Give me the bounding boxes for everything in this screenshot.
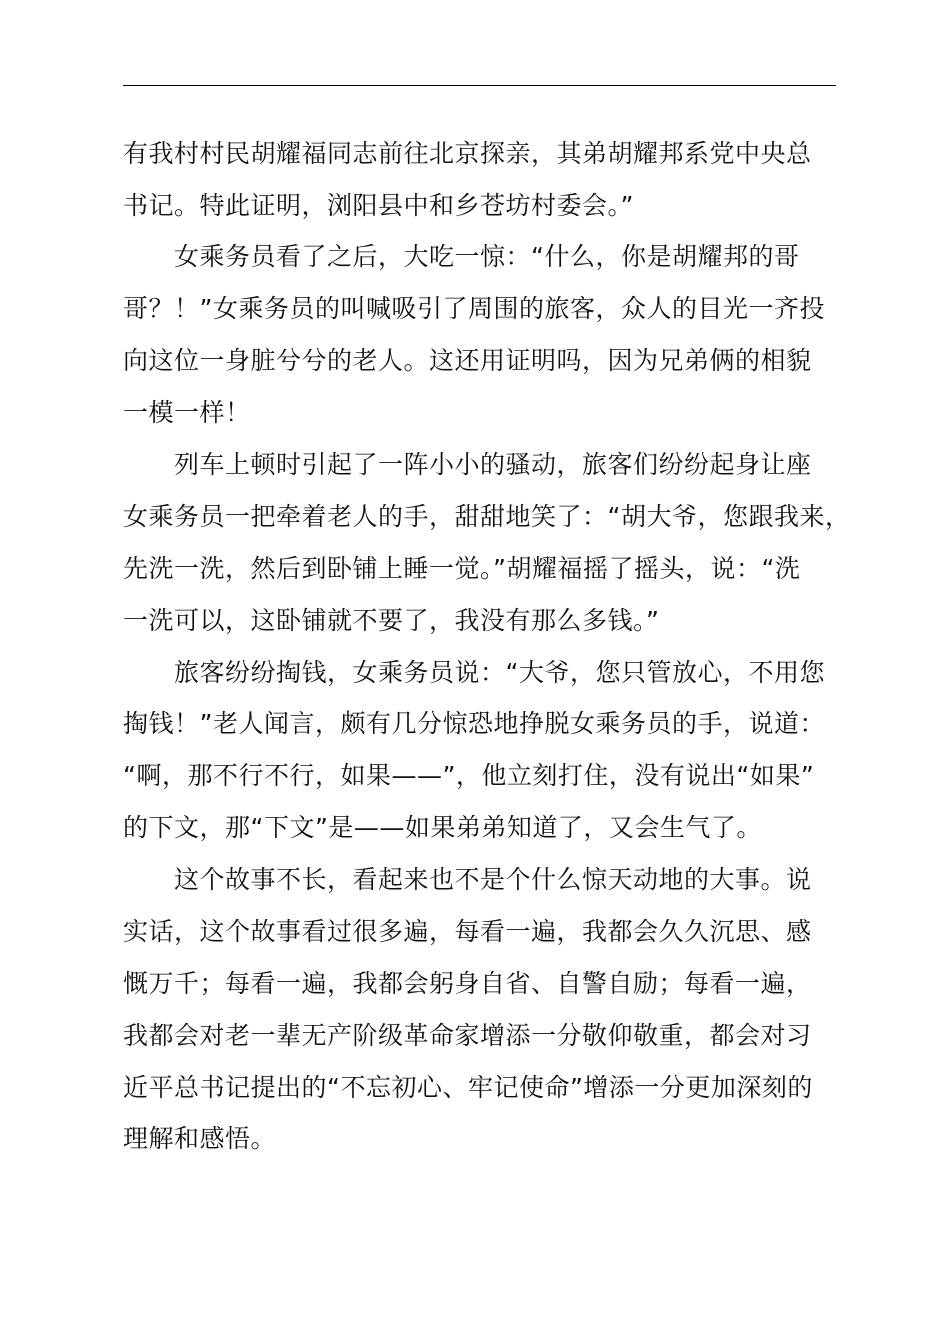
paragraph-start-line: 旅客纷纷掏钱，女乘务员说：“大爷，您只管放心，不用您 [174,658,825,687]
text-line: 女乘务员一把牵着老人的手，甜甜地笑了：“胡大爷，您跟我来， [123,502,851,531]
text-line: 哥？！”女乘务员的叫喊吸引了周围的旅客，众人的目光一齐投 [123,294,825,323]
text-line: 向这位一身脏兮兮的老人。这还用证明吗，因为兄弟俩的相貌 [123,346,812,375]
text-line: 一洗可以，这卧铺就不要了，我没有那么多钱。” [123,606,660,635]
text-line: 一模一样！ [123,398,251,427]
text-line: 书记。特此证明，浏阳县中和乡苍坊村委会。” [123,191,634,220]
text-line: 掏钱！”老人闻言，颇有几分惊恐地挣脱女乘务员的手，说道： [123,709,825,738]
paragraph-start-line: 这个故事不长，看起来也不是个什么惊天动地的大事。说 [174,865,812,894]
text-line: 的下文，那“下文”是——如果弟弟知道了，又会生气了。 [123,813,762,842]
paragraph-start-line: 列车上顿时引起了一阵小小的骚动，旅客们纷纷起身让座 [174,450,812,479]
header-rule [123,85,836,86]
text-line: 我都会对老一辈无产阶级革命家增添一分敬仰敬重，都会对习 [123,1021,812,1050]
text-line: 慨万千；每看一遍，我都会躬身自省、自警自励；每看一遍， [123,969,812,998]
text-line: 先洗一洗，然后到卧铺上睡一觉。”胡耀福摇了摇头，说：“洗 [123,554,801,583]
text-line: 实话，这个故事看过很多遍，每看一遍，我都会久久沉思、感 [123,917,812,946]
text-line: 有我村村民胡耀福同志前往北京探亲，其弟胡耀邦系党中央总 [123,139,812,168]
paragraph-start-line: 女乘务员看了之后，大吃一惊：“什么，你是胡耀邦的哥 [174,242,800,271]
text-line: 近平总书记提出的“不忘初心、牢记使命”增添一分更加深刻的 [123,1073,813,1102]
text-line: “啊，那不行不行，如果——”，他立刻打住，没有说出“如果” [123,761,815,790]
text-line: 理解和感悟。 [123,1124,277,1153]
